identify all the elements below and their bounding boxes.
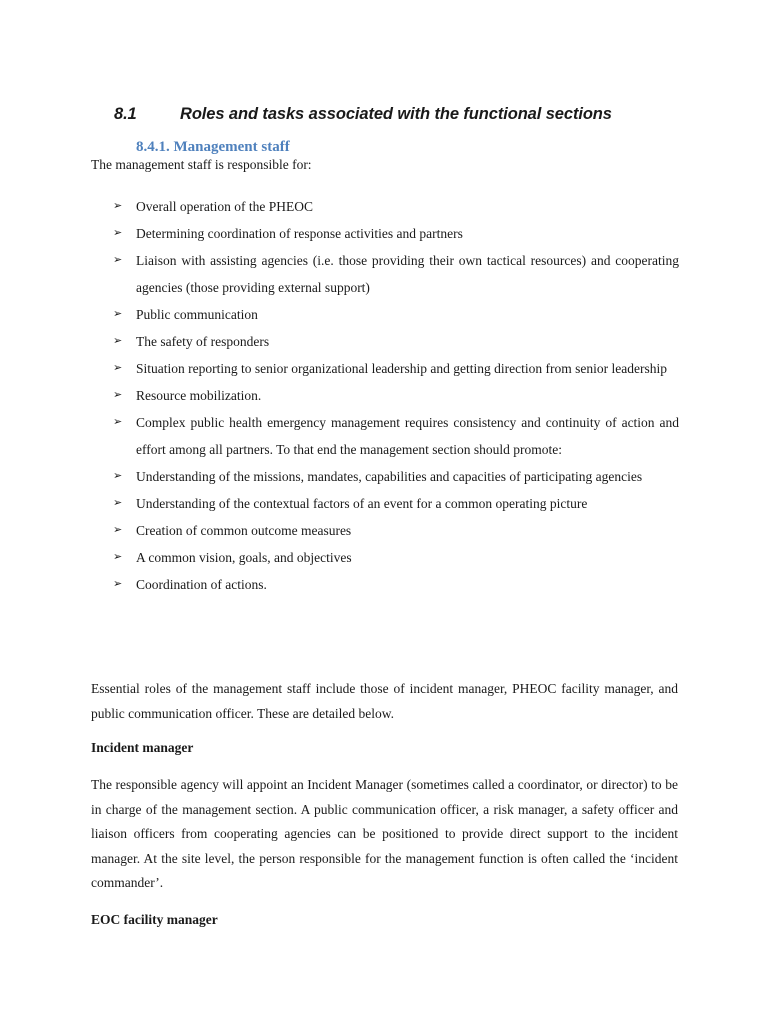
list-item-text: Liaison with assisting agencies (i.e. those providing their own tactical resources) and cooperating agencies (those providing external support) (136, 253, 679, 295)
list-item-text: Overall operation of the PHEOC (136, 199, 313, 214)
responsibilities-list (113, 193, 679, 598)
list-item (113, 355, 679, 382)
list-item-text: Complex public health emergency management requires consistency and continuity of action and effort among all partners. To that end the management section should promote: (136, 415, 679, 457)
list-item (113, 463, 679, 490)
arrow-bullet-icon: ➢ (113, 308, 123, 320)
intro-text: The management staff is responsible for: (91, 157, 312, 172)
list-item (113, 571, 679, 598)
subsection-heading: 8.4.1. Management staff (136, 139, 290, 155)
list-item (113, 247, 679, 301)
list-item-text: Determining coordination of response activities and partners (136, 226, 463, 241)
section-number: 8.1 (114, 105, 137, 123)
section-heading (114, 105, 612, 124)
arrow-bullet-icon: ➢ (113, 470, 123, 482)
list-item (113, 301, 679, 328)
eoc-facility-manager-heading: EOC facility manager (91, 912, 218, 927)
arrow-bullet-icon: ➢ (113, 362, 123, 374)
list-item-text: Creation of common outcome measures (136, 523, 352, 538)
list-item (113, 409, 679, 463)
list-item-text: Understanding of the missions, mandates, capabilities and capacities of participating agencies (136, 469, 643, 484)
arrow-bullet-icon: ➢ (113, 254, 123, 266)
list-item-text: Situation reporting to senior organizational leadership and getting direction from senior leadership (136, 361, 667, 376)
list-item (113, 490, 679, 517)
essential-roles-paragraph: Essential roles of the management staff include those of incident manager, PHEOC facility manager, and public communication officer. These are detailed below. (91, 681, 678, 721)
list-item (113, 193, 679, 220)
arrow-bullet-icon: ➢ (113, 389, 123, 401)
list-item-text: A common vision, goals, and objectives (136, 550, 352, 565)
arrow-bullet-icon: ➢ (113, 578, 123, 590)
incident-manager-paragraph: The responsible agency will appoint an Incident Manager (sometimes called a coordinator, or director) to be in charge of the management section. A public communication officer, a risk manager, a safety officer and liaison officers from cooperating agencies can be positioned to provide direct support to the incident manager. At the site level, the person responsible for the management function is often called the ‘incident commander’. (91, 777, 678, 890)
arrow-bullet-icon: ➢ (113, 416, 123, 428)
list-item (113, 544, 679, 571)
list-item (113, 328, 679, 355)
arrow-bullet-icon: ➢ (113, 497, 123, 509)
arrow-bullet-icon: ➢ (113, 524, 123, 536)
incident-manager-heading: Incident manager (91, 740, 194, 755)
list-item-text: Understanding of the contextual factors of an event for a common operating picture (136, 496, 588, 511)
list-item-text: The safety of responders (136, 334, 270, 349)
list-item-text: Coordination of actions. (136, 577, 267, 592)
arrow-bullet-icon: ➢ (113, 227, 123, 239)
list-item-text: Public communication (136, 307, 258, 322)
list-item (113, 220, 679, 247)
arrow-bullet-icon: ➢ (113, 551, 123, 563)
list-item (113, 517, 679, 544)
section-title: Roles and tasks associated with the functional sections (180, 105, 612, 123)
arrow-bullet-icon: ➢ (113, 335, 123, 347)
arrow-bullet-icon: ➢ (113, 200, 123, 212)
list-item (113, 382, 679, 409)
list-item-text: Resource mobilization. (136, 388, 262, 403)
